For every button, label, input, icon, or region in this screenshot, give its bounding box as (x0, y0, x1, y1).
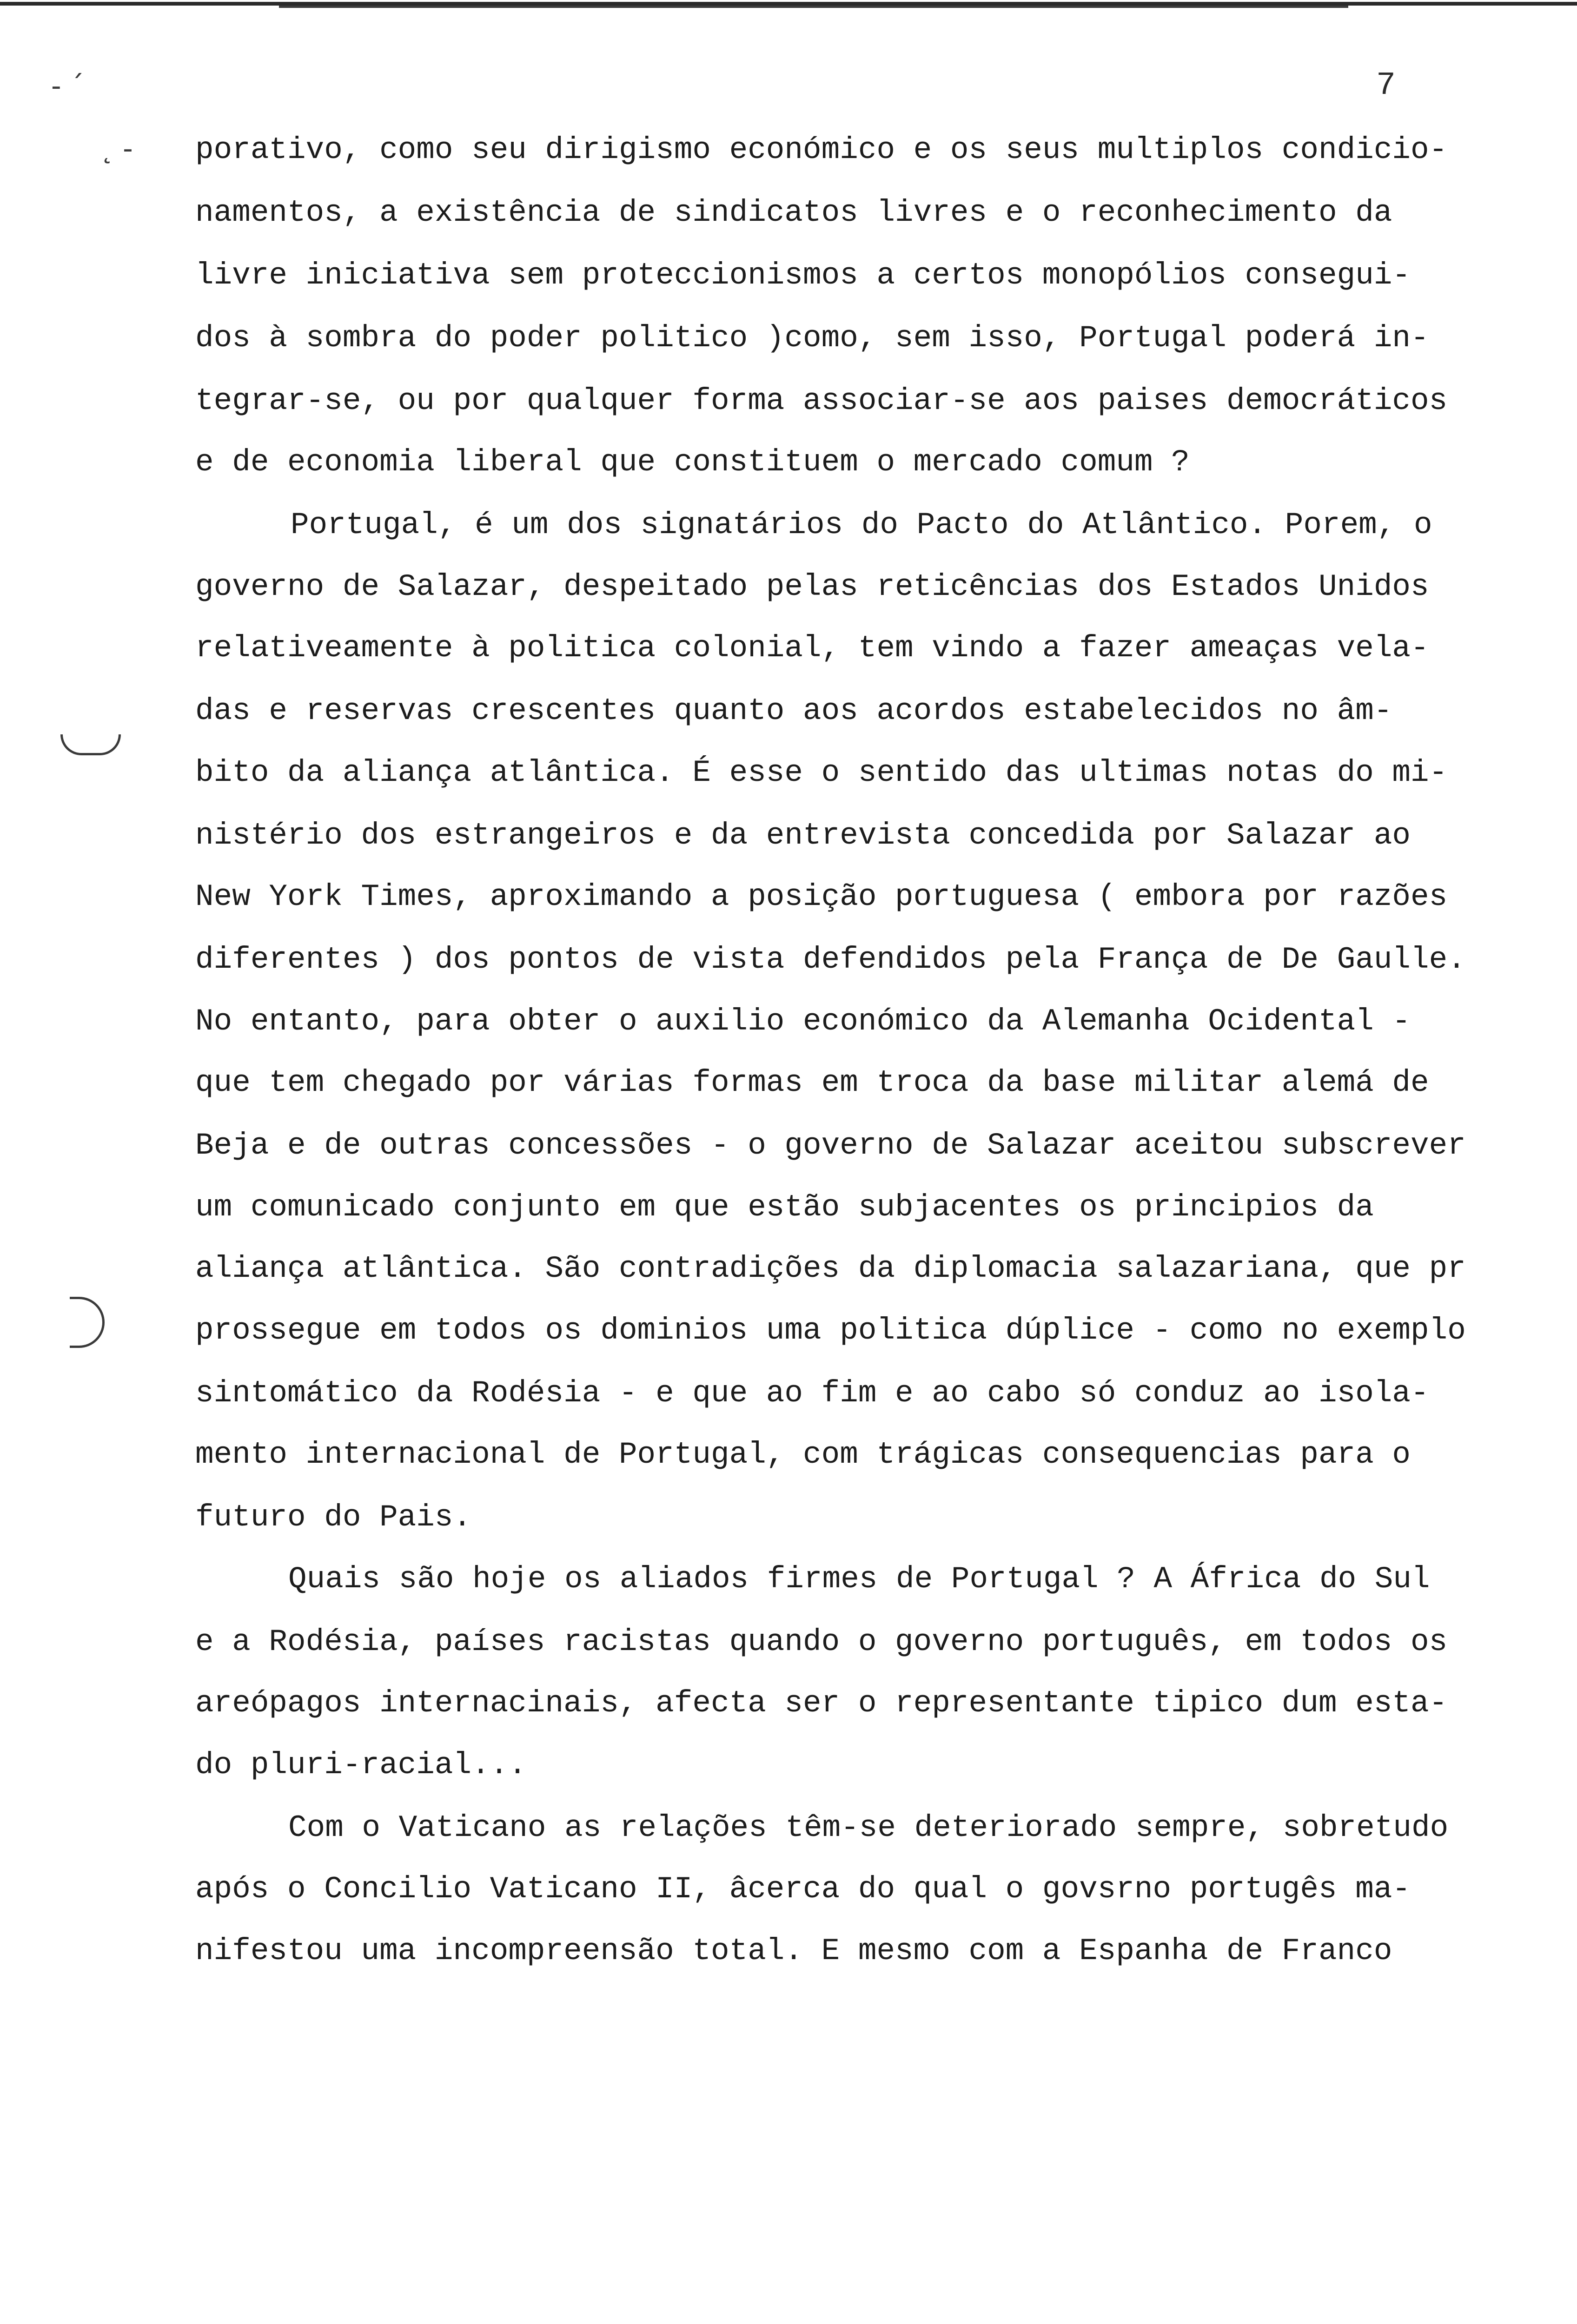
margin-arc-mark (70, 1297, 105, 1348)
text-line: do pluri-racial... (195, 1748, 527, 1783)
text-line: namentos, a existência de sindicatos livres e o reconhecimento da (195, 195, 1392, 230)
text-line: Beja e de outras concessões - o governo de Salazar aceitou subscrever (195, 1128, 1466, 1163)
text-line: mento internacional de Portugal, com trágicas consequencias para o (195, 1437, 1411, 1472)
text-line: das e reservas crescentes quanto aos acordos estabelecidos no âm- (195, 693, 1392, 728)
text-line: porativo, como seu dirigismo económico e os seus multiplos condicio- (195, 132, 1448, 167)
text-line: bito da aliança atlântica. É esse o sentido das ultimas notas do mi- (195, 755, 1448, 790)
margin-tick-mark: ˛ - (100, 132, 133, 165)
top-border-line (0, 2, 1577, 6)
text-line: dos à sombra do poder politico )como, sem isso, Portugal poderá in- (195, 321, 1429, 356)
text-line: Com o Vaticano as relações têm-se deteriorado sempre, sobretudo (288, 1810, 1449, 1845)
text-line: sintomático da Rodésia - e que ao fim e ao cabo só conduz ao isola- (195, 1376, 1429, 1411)
text-line: tegrar-se, ou por qualquer forma associar-se aos paises democráticos (195, 383, 1448, 418)
text-line: aliança atlântica. São contradições da diplomacia salazariana, que pr (195, 1251, 1466, 1286)
text-line: futuro do Pais. (195, 1500, 472, 1535)
text-line: nifestou uma incompreensão total. E mesmo com a Espanha de Franco (195, 1934, 1392, 1968)
text-line: que tem chegado por várias formas em troca da base militar alemá de (195, 1065, 1429, 1100)
text-line: nistério dos estrangeiros e da entrevista concedida por Salazar ao (195, 818, 1411, 853)
text-line: após o Concilio Vaticano II, âcerca do qual o govsrno portugês ma- (195, 1872, 1411, 1907)
top-border-line-secondary (279, 6, 1348, 8)
text-line: areópagos internacinais, afecta ser o representante tipico dum esta- (195, 1686, 1448, 1721)
text-line: Portugal, é um dos signatários do Pacto do Atlântico. Porem, o (291, 508, 1432, 542)
margin-tick-mark: - ´ (51, 70, 84, 102)
page-number: 7 (1376, 67, 1396, 104)
text-line: um comunicado conjunto em que estão subjacentes os principios da (195, 1190, 1374, 1225)
text-line: diferentes ) dos pontos de vista defendidos pela França de De Gaulle. (195, 942, 1466, 977)
text-line: New York Times, aproximando a posição portuguesa ( embora por razões (195, 879, 1448, 914)
margin-arc-mark (60, 734, 121, 755)
text-line: e de economia liberal que constituem o mercado comum ? (195, 445, 1190, 480)
text-line: relativeamente à politica colonial, tem vindo a fazer ameaças vela- (195, 631, 1429, 666)
text-line: e a Rodésia, países racistas quando o governo português, em todos os (195, 1624, 1448, 1659)
text-line: No entanto, para obter o auxilio económico da Alemanha Ocidental - (195, 1004, 1411, 1039)
text-line: prossegue em todos os dominios uma politica dúplice - como no exemplo (195, 1313, 1466, 1348)
text-line: governo de Salazar, despeitado pelas reticências dos Estados Unidos (195, 569, 1429, 604)
text-line: Quais são hoje os aliados firmes de Portugal ? A África do Sul (288, 1562, 1430, 1597)
text-line: livre iniciativa sem proteccionismos a certos monopólios consegui- (195, 258, 1411, 293)
